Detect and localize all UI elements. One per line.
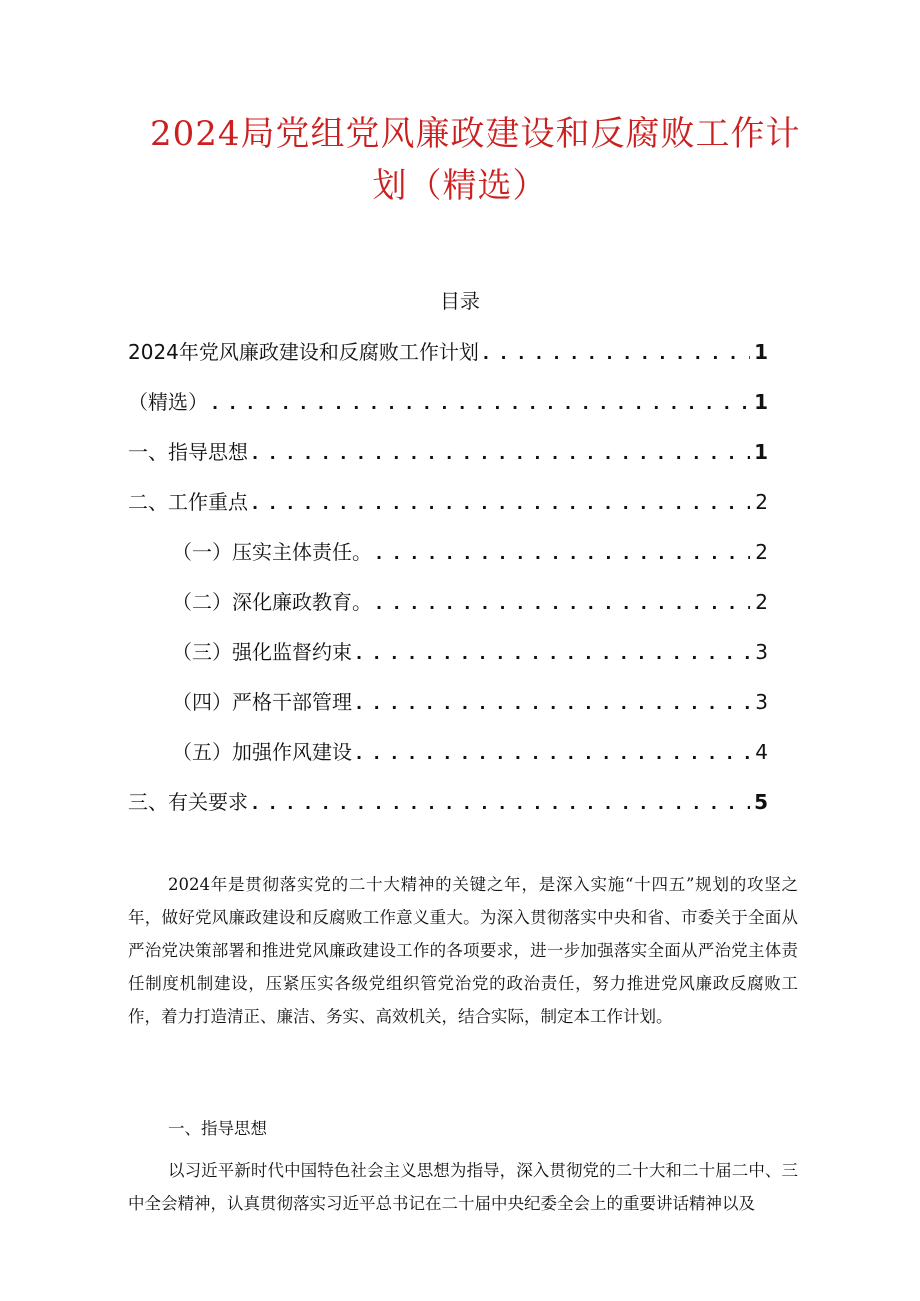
toc-entry-page: 4 <box>755 740 768 764</box>
toc-leader-dots <box>356 744 750 763</box>
intro-paragraph: 2024年是贯彻落实党的二十大精神的关键之年，是深入实施“十四五”规划的攻坚之年，做好党风廉政建设和反腐败工作意义重大。为深入贯彻落实中央和省、市委关于全面从严治党决策部署和推进党风廉政建设工作的各项要求，进一步加强落实全面从严治党主体责任制度机制建设，压紧压实各级党组织管党治党的政治责任，努力推进党风廉政反腐败工作，着力打造清正、廉洁、务实、高效机关，结合实际，制定本工作计划。 <box>128 875 798 1026</box>
toc-entry-page: 1 <box>754 340 768 364</box>
intro-section <box>128 868 798 1033</box>
toc-entry-text: （三）强化监督约束 <box>172 640 352 664</box>
section1-paragraph: 以习近平新时代中国特色社会主义思想为指导，深入贯彻党的二十大和二十届二中、三中全会精神，认真贯彻落实习近平总书记在二十届中央纪委全会上的重要讲话精神以及 <box>128 1161 798 1213</box>
toc-entry[interactable] <box>128 536 768 586</box>
toc-entry-page: 3 <box>755 640 768 664</box>
title-line-1: 2024局党组党风廉政建设和反腐败工作计 <box>150 114 801 154</box>
toc-entry-text: 三、有关要求 <box>128 790 248 814</box>
toc-leader-dots <box>356 644 750 663</box>
toc-entry-text: （二）深化廉政教育。 <box>172 590 372 614</box>
toc-entry[interactable] <box>128 736 768 786</box>
table-of-contents <box>128 336 768 836</box>
section-heading-guiding-ideology: 一、指导思想 <box>168 1119 267 1138</box>
toc-entry[interactable] <box>128 786 768 836</box>
toc-entry-text: 二、工作重点 <box>128 490 248 514</box>
toc-entry-text: （一）压实主体责任。 <box>172 540 372 564</box>
toc-heading: 目录 <box>440 289 480 313</box>
toc-entry[interactable] <box>128 636 768 686</box>
toc-leader-dots <box>252 494 750 513</box>
toc-entry-page: 5 <box>754 790 768 814</box>
toc-entry[interactable] <box>128 336 768 386</box>
toc-entry[interactable] <box>128 686 768 736</box>
document-title <box>150 108 801 212</box>
toc-entry-page: 2 <box>755 490 768 514</box>
toc-entry-text: （五）加强作风建设 <box>172 740 352 764</box>
toc-entry[interactable] <box>128 486 768 536</box>
toc-leader-dots <box>212 394 750 413</box>
toc-entry-page: 1 <box>754 440 768 464</box>
toc-entry-page: 1 <box>754 390 768 414</box>
toc-leader-dots <box>252 794 750 813</box>
toc-leader-dots <box>252 444 750 463</box>
toc-entry-text: （精选） <box>128 390 208 414</box>
toc-leader-dots <box>376 544 750 563</box>
toc-entry-text: 2024年党风廉政建设和反腐败工作计划 <box>128 340 479 364</box>
toc-entry[interactable] <box>128 586 768 636</box>
toc-entry-page: 3 <box>755 690 768 714</box>
toc-entry-text: （四）严格干部管理 <box>172 690 352 714</box>
toc-leader-dots <box>483 344 750 363</box>
toc-entry[interactable] <box>128 386 768 436</box>
title-line-2: 划（精选） <box>372 166 548 206</box>
toc-leader-dots <box>356 694 750 713</box>
toc-entry[interactable] <box>128 436 768 486</box>
toc-leader-dots <box>376 594 750 613</box>
toc-entry-page: 2 <box>755 590 768 614</box>
toc-entry-page: 2 <box>755 540 768 564</box>
section1-body <box>128 1154 798 1220</box>
toc-entry-text: 一、指导思想 <box>128 440 248 464</box>
